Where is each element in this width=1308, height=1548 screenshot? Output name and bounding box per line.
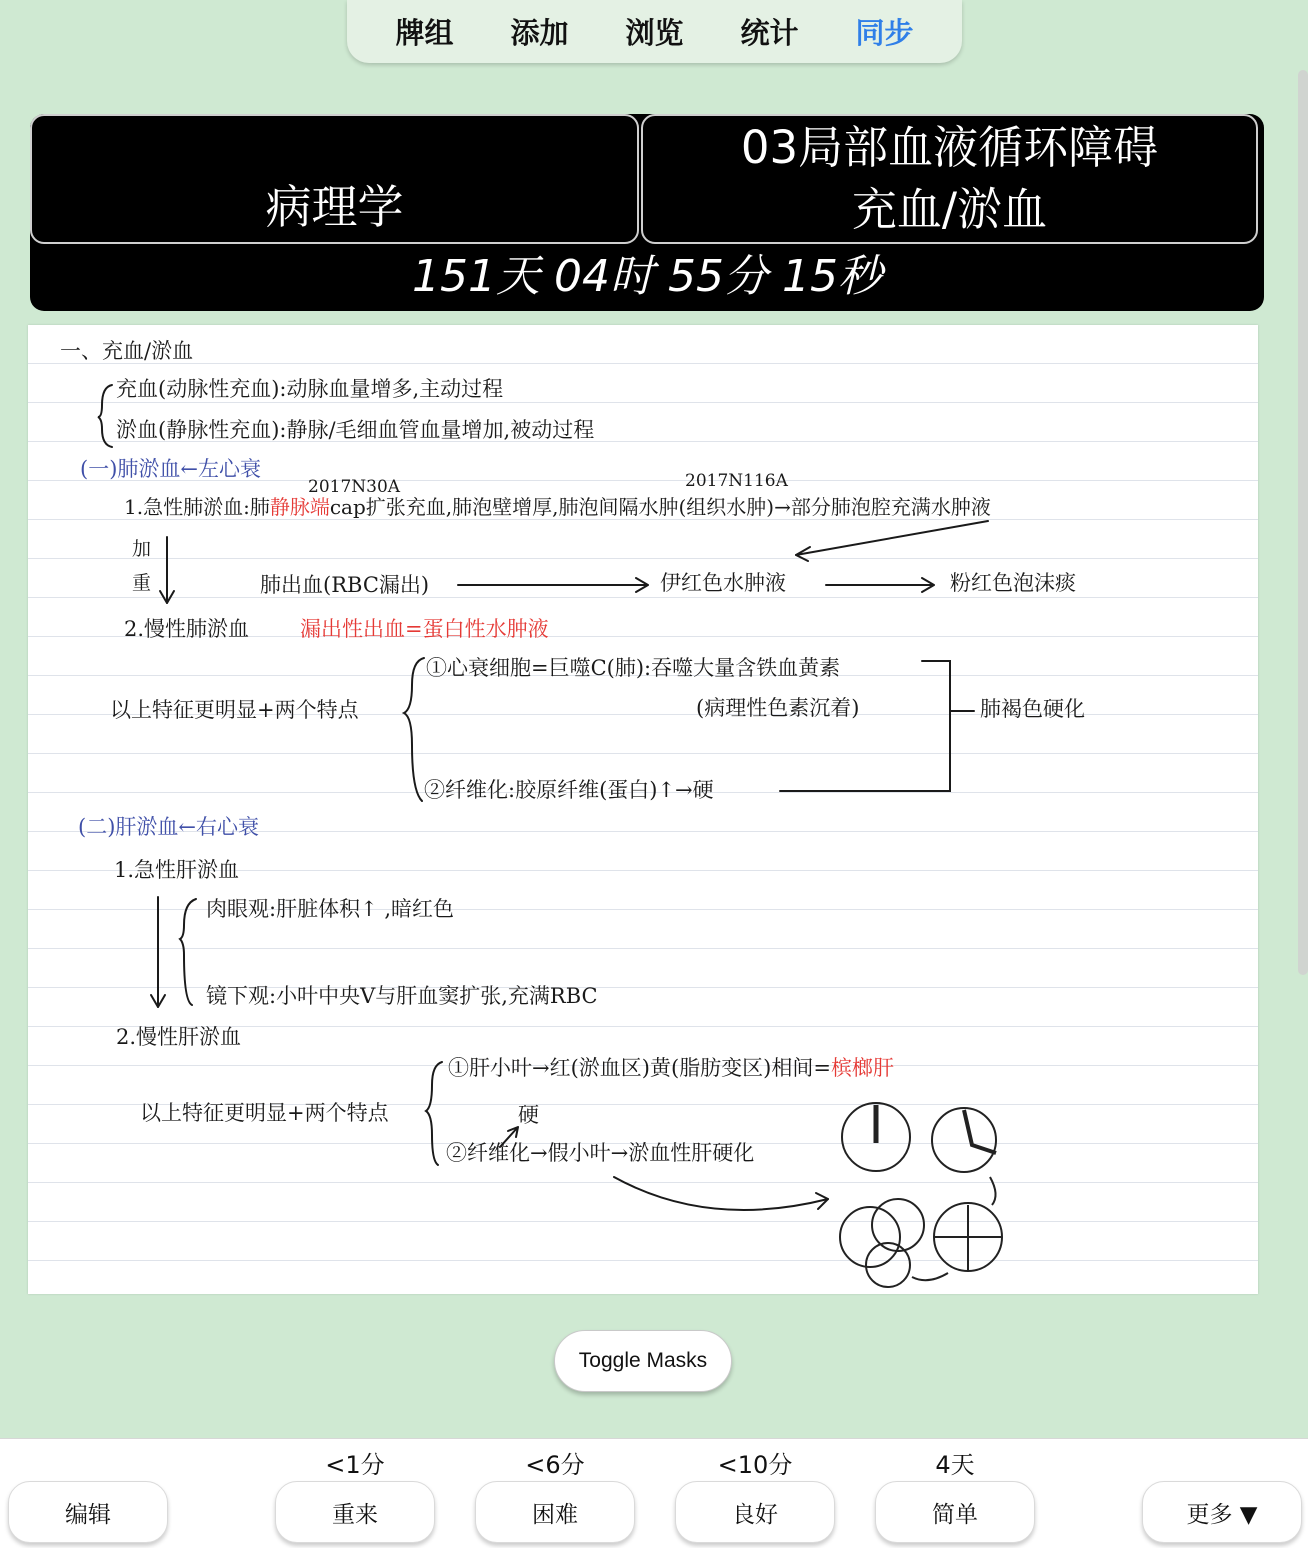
subject-box: [30, 114, 639, 244]
hard-note: 硬: [518, 1103, 539, 1127]
nav-stats[interactable]: 统计: [740, 16, 799, 50]
worsen-2: 重: [132, 572, 152, 594]
elapsed-timer: 151天 04时 55分 15秒: [412, 251, 882, 302]
chapter-title: 03局部血液循环障碍: [740, 121, 1159, 174]
good-button[interactable]: 良好: [675, 1481, 835, 1543]
note-image: [28, 325, 1258, 1294]
features-1: 以上特征更明显+两个特点: [110, 698, 359, 722]
gross-view: 肉眼观:肝脏体积↑ ,暗红色: [206, 897, 455, 921]
more-button[interactable]: 更多 ▼: [1142, 1481, 1302, 1543]
brown-induration: 肺褐色硬化: [980, 697, 1085, 721]
pigment-note: (病理性色素沉着): [696, 696, 860, 720]
scrollbar[interactable]: [1298, 70, 1308, 975]
hard-button[interactable]: 困难: [475, 1481, 635, 1543]
again-button[interactable]: 重来: [275, 1481, 435, 1543]
pink-edema: 伊红色水肿液: [660, 571, 786, 595]
heart-failure-cells: ①心衰细胞=巨噬C(肺):吞噬大量含铁血黄素: [426, 656, 841, 680]
interval-good: <10分: [717, 1451, 793, 1479]
fibrosis-2: ②纤维化→假小叶→淤血性肝硬化: [446, 1141, 755, 1165]
topic-title: 充血/淤血: [851, 183, 1048, 236]
lung-bleed: 肺出血(RBC漏出): [260, 573, 430, 597]
chronic-lung-red: 漏出性出血=蛋白性水肿液: [300, 617, 549, 641]
pink-foam: 粉红色泡沫痰: [950, 571, 1076, 595]
note-drawing: [28, 325, 1258, 1294]
subject-title: 病理学: [265, 180, 404, 234]
micro-view: 镜下观:小叶中央V与肝血窦扩张,充满RBC: [206, 984, 598, 1008]
interval-hard: <6分: [525, 1451, 585, 1479]
top-nav: [347, 0, 962, 63]
card-header: [30, 114, 1264, 311]
interval-easy: 4天: [935, 1451, 975, 1479]
liver-sketch-icon: [840, 1103, 1002, 1287]
def-congestion: 淤血(静脉性充血):静脉/毛细血管血量增加,被动过程: [116, 418, 595, 442]
note-title: 一、充血/淤血: [60, 339, 194, 363]
nav-add[interactable]: 添加: [510, 16, 569, 50]
easy-button[interactable]: 简单: [875, 1481, 1035, 1543]
nav-sync[interactable]: 同步: [855, 16, 914, 50]
nutmeg-line: ①肝小叶→红(淤血区)黄(脂肪变区)相间=槟榔肝: [448, 1056, 894, 1080]
exam-tag-1: 2017N30A: [308, 477, 401, 497]
nav-browse[interactable]: 浏览: [625, 16, 684, 50]
section1-title: (一)肺淤血←左心衰: [80, 457, 261, 481]
section2-title: (二)肝淤血←右心衰: [78, 815, 259, 839]
exam-tag-2: 2017N116A: [685, 471, 788, 491]
toggle-masks-button[interactable]: Toggle Masks: [554, 1330, 732, 1392]
chapter-box: [641, 114, 1258, 244]
def-hyperemia: 充血(动脉性充血):动脉血量增多,主动过程: [116, 377, 504, 401]
worsen-1: 加: [132, 538, 152, 560]
chronic-lung: 2.慢性肺淤血: [124, 617, 250, 641]
edit-button[interactable]: 编辑: [8, 1481, 168, 1543]
interval-again: <1分: [325, 1451, 385, 1479]
fibrosis-1: ②纤维化:胶原纤维(蛋白)↑→硬: [424, 778, 714, 802]
acute-lung-line: 1.急性肺淤血:肺静脉端cap扩张充血,肺泡壁增厚,肺泡间隔水肿(组织水肿)→部分肺泡腔充满水肿液: [124, 495, 991, 519]
chronic-liver: 2.慢性肝淤血: [116, 1025, 242, 1049]
features-2: 以上特征更明显+两个特点: [140, 1101, 389, 1125]
nav-decks[interactable]: 牌组: [395, 16, 454, 50]
answer-bar: [0, 1438, 1308, 1548]
acute-liver: 1.急性肝淤血: [114, 858, 240, 882]
